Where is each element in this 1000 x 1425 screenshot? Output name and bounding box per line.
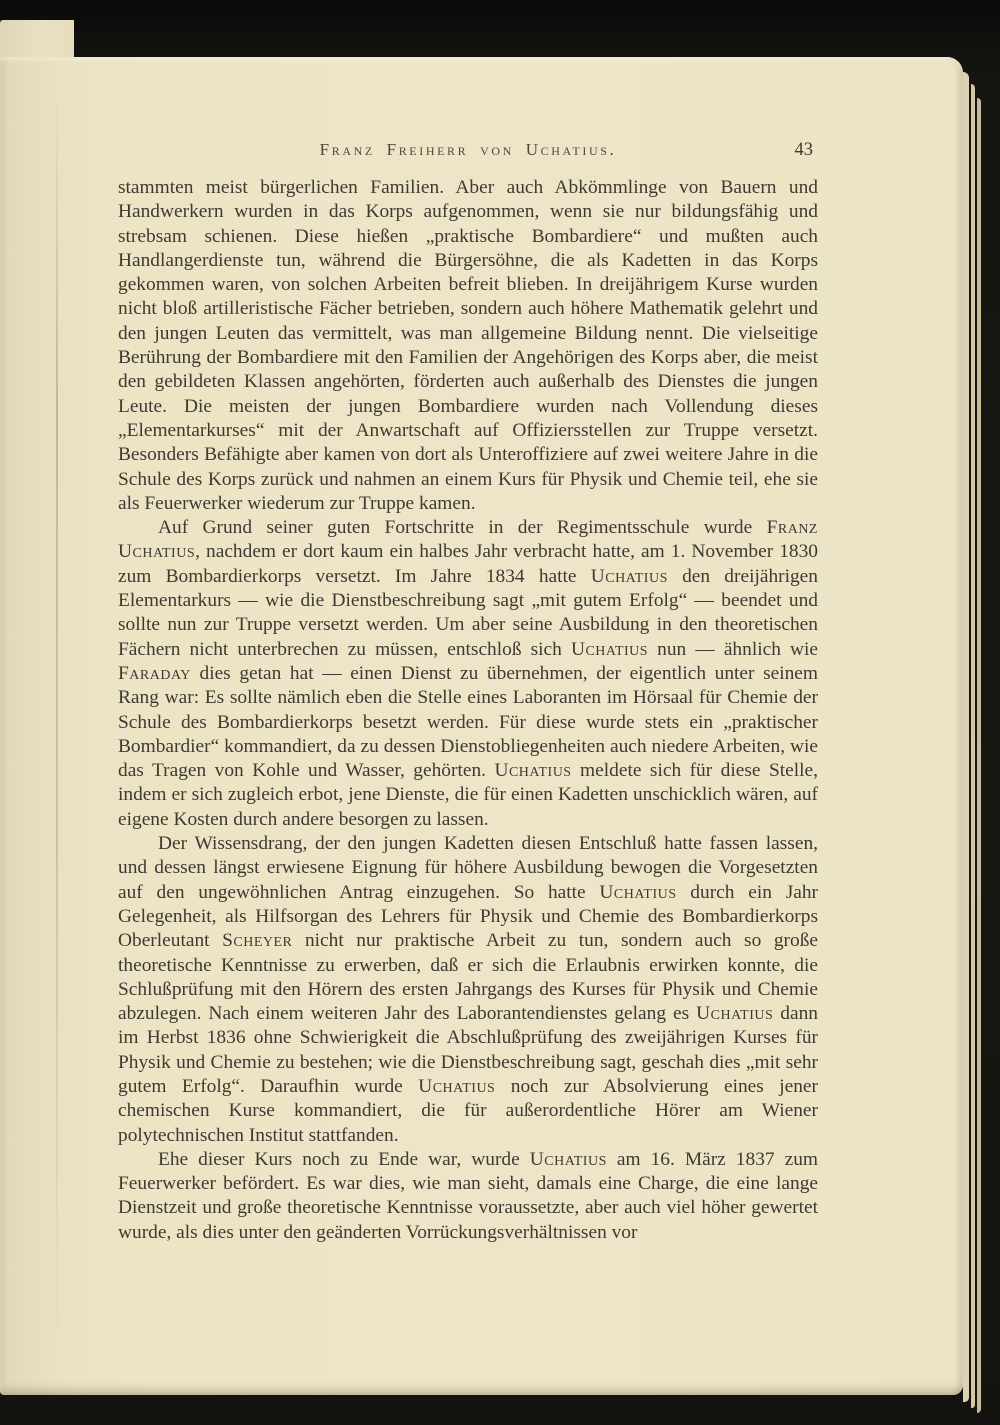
running-header — [118, 140, 818, 164]
paragraph-4: Ehe dieser Kurs noch zu Ende war, wurde Uchatius am 16. März 1837 zum Feuerwerker befördert. Es war dies, wie man sieht, damals eine Charge, die eine lange Dienstzeit und große theoretische Kenntnisse voraussetzte, aber auch viel höher gewertet wurde, als dies unter den geänderten Vorrückungsverhältnissen vor — [118, 1148, 818, 1243]
page-edge-stack-1 — [963, 72, 969, 1402]
paragraph-1: stammten meist bürgerlichen Familien. Aber auch Abkömmlinge von Bauern und Handwerkern wurden in das Korps aufgenommen, wenn sie nur bildungsfähig und strebsam schienen. Diese hießen „praktische Bombardiere“ und mußten auch Handlangerdienste tun, während die Bürgersöhne, die als Kadetten in das Korps gekommen waren, von solchen Arbeiten befreit blieben. In dreijährigem Kurse wurden nicht bloß artilleristische Fächer betrieben, sondern auch höhere Mathematik gelehrt und den jungen Leuten das vermittelt, was man allgemeine Bildung nennt. Die vielseitige Berührung der Bombardiere mit den Familien der Angehörigen des Korps aber, die meist den gebildeten Klassen angehörten, förderten auch außerhalb des Dienstes die jungen Leute. Die meisten der jungen Bombardiere wurden nach Vollendung dieses „Elementarkurses“ mit der Anwartschaft auf Offiziersstellen zur Truppe versetzt. Besonders Befähigte aber kamen von dort als Unteroffiziere auf zwei weitere Jahre in die Schule des Korps zurück und nahmen an einem Kurs für Physik und Chemie teil, ehe sie als Feuerwerker wiederum zur Truppe kamen. — [118, 177, 818, 514]
page-body — [118, 176, 818, 1245]
page-edge-stack-2 — [971, 84, 975, 1408]
page-number: 43 — [794, 140, 813, 160]
paragraph-2: Auf Grund seiner guten Fortschritte in der Regimentsschule wurde Franz Uchatius, nachdem er dort kaum ein halbes Jahr verbracht hatte, am 1. November 1830 zum Bombardierkorps versetzt. Im Jahre 1834 hatte Uchatius den dreijährigen Elementarkurs — wie die Dienstbeschreibung sagt „mit gutem Erfolg“ — beendet und sollte nun zur Truppe versetzt werden. Um aber seine Ausbildung in den theoretischen Fächern nicht unterbrechen zu müssen, entschloß sich Uchatius nun — ähnlich wie Faraday dies getan hat — einen Dienst zu übernehmen, der eigentlich unter seinem Rang war: Es sollte nämlich eben die Stelle eines Laboranten im Hörsaal für Chemie der Schule des Bombardierkorps besetzt werden. Für diese wurde stets ein „praktischer Bombardier“ kommandiert, da zu dessen Dienstobliegenheiten auch niedere Arbeiten, wie das Tragen von Kohle und Wasser, gehörten. Uchatius meldete sich für diese Stelle, indem er sich zugleich erbot, jene Dienste, die für einen Kadetten unschicklich wären, auf eigene Kosten durch andere besorgen zu lassen. — [118, 517, 818, 830]
page-content — [118, 140, 818, 1245]
book-page — [0, 57, 963, 1395]
gutter-crease — [56, 87, 58, 1357]
page-edge-stack-3 — [977, 98, 981, 1413]
paragraph-3: Der Wissensdrang, der den jungen Kadetten diesen Entschluß hatte fassen lassen, und dessen längst erwiesene Eignung für höhere Ausbildung bewogen die Vorgesetzten auf den ungewöhnlichen Antrag einzugehen. So hatte Uchatius durch ein Jahr Gelegenheit, als Hilfsorgan des Lehrers für Physik und Chemie des Bombardierkorps Oberleutant Scheyer nicht nur praktische Arbeit zu tun, sondern auch so große theoretische Kenntnisse zu erwerben, daß er sich die Erlaubnis erwirken konnte, die Schlußprüfung mit den Hörern des ersten Jahrgangs des Kurses für Physik und Chemie abzulegen. Nach einem weiteren Jahr des Laborantendienstes gelang es Uchatius dann im Herbst 1836 ohne Schwierigkeit die Abschlußprüfung des zweijährigen Kurses für Physik und Chemie zu bestehen; wie die Dienstbeschreibung sagt, geschah dies „mit sehr gutem Erfolg“. Daraufhin wurde Uchatius noch zur Absolvierung eines jener chemischen Kurse kommandiert, die für außerordentliche Hörer am Wiener polytechnischen Institut stattfanden. — [118, 833, 818, 1146]
page-header-title: Franz Freiherr von Uchatius. — [319, 140, 617, 159]
